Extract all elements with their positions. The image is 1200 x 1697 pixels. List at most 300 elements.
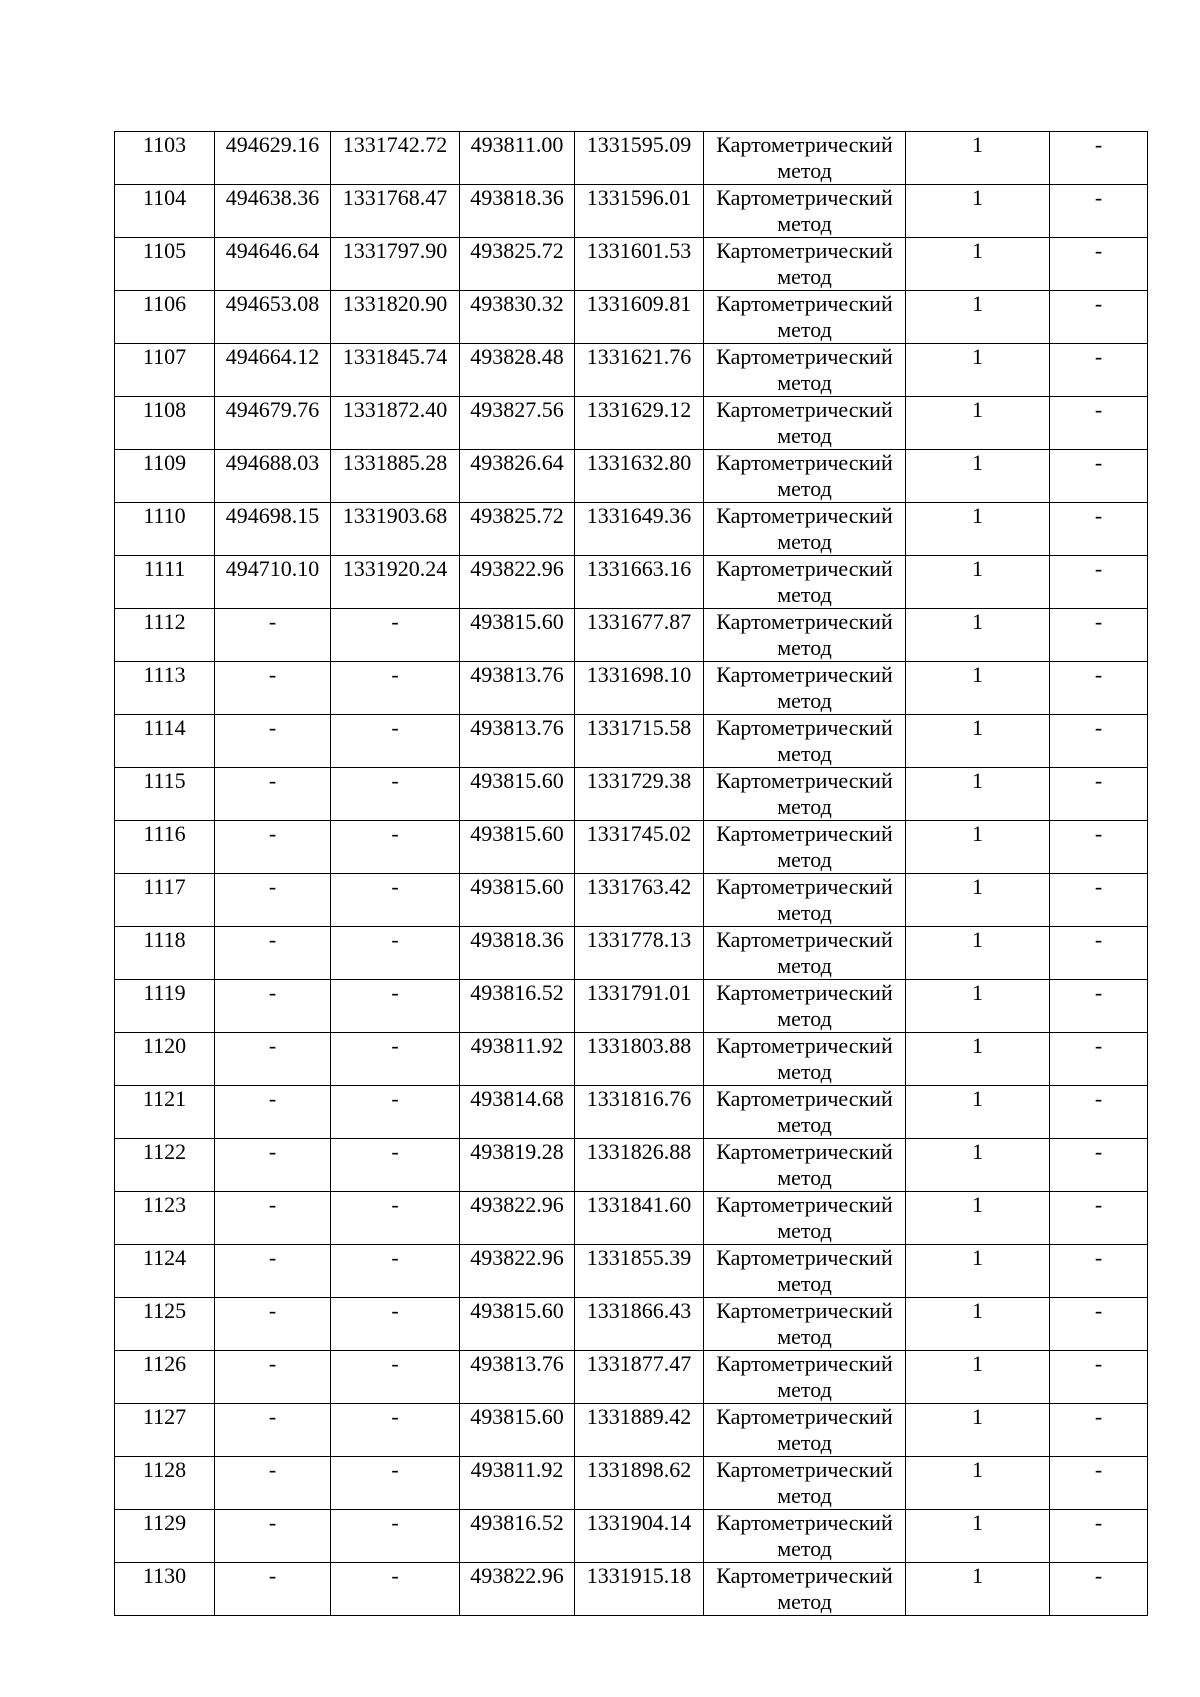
coordinates-table xyxy=(114,131,1148,1616)
old-y-cell: 1331920.24 xyxy=(331,556,460,609)
new-x-cell: 493822.96 xyxy=(460,1192,575,1245)
point-number-cell: 1120 xyxy=(115,1033,215,1086)
old-y-cell: - xyxy=(331,1457,460,1510)
note-cell: - xyxy=(1050,1563,1148,1616)
method-line-1: Картометрический xyxy=(716,1510,893,1535)
old-x-cell: - xyxy=(215,662,331,715)
method-cell xyxy=(704,662,906,715)
table-row xyxy=(115,1033,1148,1086)
method-line-2: метод xyxy=(777,1377,832,1402)
note-cell: - xyxy=(1050,1033,1148,1086)
accuracy-cell: 1 xyxy=(906,132,1050,185)
new-x-cell: 493815.60 xyxy=(460,768,575,821)
table-row xyxy=(115,344,1148,397)
method-cell xyxy=(704,291,906,344)
old-x-cell: - xyxy=(215,1563,331,1616)
note-cell: - xyxy=(1050,1457,1148,1510)
accuracy-cell: 1 xyxy=(906,344,1050,397)
note-cell: - xyxy=(1050,344,1148,397)
table-row xyxy=(115,1139,1148,1192)
old-x-cell: 494646.64 xyxy=(215,238,331,291)
new-x-cell: 493816.52 xyxy=(460,1510,575,1563)
note-cell: - xyxy=(1050,1510,1148,1563)
method-line-2: метод xyxy=(777,1430,832,1455)
point-number-cell: 1103 xyxy=(115,132,215,185)
method-line-2: метод xyxy=(777,476,832,501)
old-x-cell: 494664.12 xyxy=(215,344,331,397)
table-row xyxy=(115,980,1148,1033)
old-y-cell: 1331797.90 xyxy=(331,238,460,291)
method-line-2: метод xyxy=(777,423,832,448)
old-y-cell: 1331845.74 xyxy=(331,344,460,397)
accuracy-cell: 1 xyxy=(906,1457,1050,1510)
method-line-1: Картометрический xyxy=(716,238,893,263)
new-y-cell: 1331629.12 xyxy=(575,397,704,450)
point-number-cell: 1116 xyxy=(115,821,215,874)
method-line-1: Картометрический xyxy=(716,397,893,422)
method-line-1: Картометрический xyxy=(716,450,893,475)
new-x-cell: 493822.96 xyxy=(460,556,575,609)
method-line-2: метод xyxy=(777,1324,832,1349)
old-y-cell: - xyxy=(331,662,460,715)
old-y-cell: - xyxy=(331,1351,460,1404)
method-line-2: метод xyxy=(777,582,832,607)
method-line-1: Картометрический xyxy=(716,1139,893,1164)
method-line-1: Картометрический xyxy=(716,556,893,581)
accuracy-cell: 1 xyxy=(906,238,1050,291)
method-line-2: метод xyxy=(777,1271,832,1296)
accuracy-cell: 1 xyxy=(906,874,1050,927)
accuracy-cell: 1 xyxy=(906,609,1050,662)
old-x-cell: 494710.10 xyxy=(215,556,331,609)
new-y-cell: 1331609.81 xyxy=(575,291,704,344)
method-line-1: Картометрический xyxy=(716,1245,893,1270)
method-line-2: метод xyxy=(777,317,832,342)
note-cell: - xyxy=(1050,1298,1148,1351)
old-y-cell: - xyxy=(331,1510,460,1563)
old-y-cell: 1331742.72 xyxy=(331,132,460,185)
table-row xyxy=(115,1192,1148,1245)
table-row xyxy=(115,238,1148,291)
method-line-1: Картометрический xyxy=(716,1351,893,1376)
new-x-cell: 493818.36 xyxy=(460,927,575,980)
method-line-1: Картометрический xyxy=(716,609,893,634)
old-y-cell: 1331903.68 xyxy=(331,503,460,556)
new-x-cell: 493815.60 xyxy=(460,609,575,662)
method-line-2: метод xyxy=(777,370,832,395)
note-cell: - xyxy=(1050,874,1148,927)
method-line-1: Картометрический xyxy=(716,1033,893,1058)
point-number-cell: 1111 xyxy=(115,556,215,609)
point-number-cell: 1129 xyxy=(115,1510,215,1563)
accuracy-cell: 1 xyxy=(906,821,1050,874)
point-number-cell: 1112 xyxy=(115,609,215,662)
method-cell xyxy=(704,238,906,291)
method-line-1: Картометрический xyxy=(716,1298,893,1323)
old-y-cell: 1331820.90 xyxy=(331,291,460,344)
old-y-cell: - xyxy=(331,1563,460,1616)
table-row xyxy=(115,1086,1148,1139)
table-row xyxy=(115,556,1148,609)
new-y-cell: 1331826.88 xyxy=(575,1139,704,1192)
method-cell xyxy=(704,1563,906,1616)
table-row xyxy=(115,503,1148,556)
method-cell xyxy=(704,1245,906,1298)
old-x-cell: - xyxy=(215,1298,331,1351)
old-y-cell: - xyxy=(331,874,460,927)
method-line-2: метод xyxy=(777,953,832,978)
accuracy-cell: 1 xyxy=(906,1563,1050,1616)
accuracy-cell: 1 xyxy=(906,1404,1050,1457)
method-cell xyxy=(704,1086,906,1139)
point-number-cell: 1106 xyxy=(115,291,215,344)
old-x-cell: 494653.08 xyxy=(215,291,331,344)
point-number-cell: 1114 xyxy=(115,715,215,768)
table-body xyxy=(115,132,1148,1616)
old-x-cell: - xyxy=(215,1033,331,1086)
method-cell xyxy=(704,503,906,556)
old-x-cell: 494679.76 xyxy=(215,397,331,450)
table-row xyxy=(115,1510,1148,1563)
new-x-cell: 493822.96 xyxy=(460,1245,575,1298)
method-line-1: Картометрический xyxy=(716,1404,893,1429)
table-row xyxy=(115,1563,1148,1616)
old-x-cell: - xyxy=(215,1457,331,1510)
new-x-cell: 493813.76 xyxy=(460,1351,575,1404)
new-x-cell: 493827.56 xyxy=(460,397,575,450)
method-line-1: Картометрический xyxy=(716,768,893,793)
note-cell: - xyxy=(1050,980,1148,1033)
method-line-1: Картометрический xyxy=(716,821,893,846)
accuracy-cell: 1 xyxy=(906,1139,1050,1192)
note-cell: - xyxy=(1050,132,1148,185)
point-number-cell: 1119 xyxy=(115,980,215,1033)
method-line-2: метод xyxy=(777,794,832,819)
method-line-1: Картометрический xyxy=(716,344,893,369)
method-line-2: метод xyxy=(777,158,832,183)
new-y-cell: 1331915.18 xyxy=(575,1563,704,1616)
accuracy-cell: 1 xyxy=(906,715,1050,768)
method-line-1: Картометрический xyxy=(716,662,893,687)
note-cell: - xyxy=(1050,185,1148,238)
method-line-2: метод xyxy=(777,1112,832,1137)
table-row xyxy=(115,821,1148,874)
old-x-cell: - xyxy=(215,927,331,980)
method-cell xyxy=(704,397,906,450)
method-cell xyxy=(704,1192,906,1245)
method-line-1: Картометрический xyxy=(716,927,893,952)
table-row xyxy=(115,450,1148,503)
point-number-cell: 1107 xyxy=(115,344,215,397)
accuracy-cell: 1 xyxy=(906,1192,1050,1245)
point-number-cell: 1105 xyxy=(115,238,215,291)
point-number-cell: 1126 xyxy=(115,1351,215,1404)
table-row xyxy=(115,1298,1148,1351)
table-row xyxy=(115,1404,1148,1457)
old-y-cell: - xyxy=(331,1192,460,1245)
method-line-1: Картометрический xyxy=(716,1457,893,1482)
old-x-cell: - xyxy=(215,1245,331,1298)
method-line-1: Картометрический xyxy=(716,980,893,1005)
method-line-1: Картометрический xyxy=(716,185,893,210)
old-x-cell: - xyxy=(215,1086,331,1139)
new-y-cell: 1331632.80 xyxy=(575,450,704,503)
point-number-cell: 1127 xyxy=(115,1404,215,1457)
point-number-cell: 1110 xyxy=(115,503,215,556)
method-line-1: Картометрический xyxy=(716,132,893,157)
method-line-1: Картометрический xyxy=(716,874,893,899)
method-line-2: метод xyxy=(777,1165,832,1190)
new-y-cell: 1331729.38 xyxy=(575,768,704,821)
new-y-cell: 1331855.39 xyxy=(575,1245,704,1298)
note-cell: - xyxy=(1050,1245,1148,1298)
new-y-cell: 1331621.76 xyxy=(575,344,704,397)
new-x-cell: 493815.60 xyxy=(460,1404,575,1457)
old-y-cell: - xyxy=(331,1404,460,1457)
note-cell: - xyxy=(1050,397,1148,450)
note-cell: - xyxy=(1050,715,1148,768)
accuracy-cell: 1 xyxy=(906,927,1050,980)
method-cell xyxy=(704,715,906,768)
method-cell xyxy=(704,344,906,397)
note-cell: - xyxy=(1050,503,1148,556)
new-x-cell: 493813.76 xyxy=(460,662,575,715)
point-number-cell: 1128 xyxy=(115,1457,215,1510)
note-cell: - xyxy=(1050,556,1148,609)
method-cell xyxy=(704,980,906,1033)
method-cell xyxy=(704,556,906,609)
table-row xyxy=(115,132,1148,185)
new-x-cell: 493815.60 xyxy=(460,874,575,927)
table-row xyxy=(115,662,1148,715)
old-y-cell: - xyxy=(331,1298,460,1351)
note-cell: - xyxy=(1050,662,1148,715)
point-number-cell: 1124 xyxy=(115,1245,215,1298)
method-line-1: Картометрический xyxy=(716,1563,893,1588)
point-number-cell: 1104 xyxy=(115,185,215,238)
method-line-1: Картометрический xyxy=(716,1192,893,1217)
table-row xyxy=(115,874,1148,927)
method-cell xyxy=(704,874,906,927)
accuracy-cell: 1 xyxy=(906,1033,1050,1086)
old-x-cell: - xyxy=(215,768,331,821)
method-cell xyxy=(704,450,906,503)
method-line-2: метод xyxy=(777,1218,832,1243)
method-cell xyxy=(704,1404,906,1457)
new-y-cell: 1331889.42 xyxy=(575,1404,704,1457)
new-x-cell: 493815.60 xyxy=(460,1298,575,1351)
old-x-cell: 494688.03 xyxy=(215,450,331,503)
table-row xyxy=(115,927,1148,980)
accuracy-cell: 1 xyxy=(906,450,1050,503)
table-row xyxy=(115,1457,1148,1510)
old-x-cell: - xyxy=(215,821,331,874)
point-number-cell: 1113 xyxy=(115,662,215,715)
accuracy-cell: 1 xyxy=(906,1510,1050,1563)
new-x-cell: 493822.96 xyxy=(460,1563,575,1616)
point-number-cell: 1108 xyxy=(115,397,215,450)
method-line-1: Картометрический xyxy=(716,291,893,316)
accuracy-cell: 1 xyxy=(906,397,1050,450)
point-number-cell: 1109 xyxy=(115,450,215,503)
note-cell: - xyxy=(1050,768,1148,821)
table-row xyxy=(115,609,1148,662)
method-line-2: метод xyxy=(777,635,832,660)
note-cell: - xyxy=(1050,291,1148,344)
point-number-cell: 1121 xyxy=(115,1086,215,1139)
method-cell xyxy=(704,1033,906,1086)
point-number-cell: 1130 xyxy=(115,1563,215,1616)
new-x-cell: 493818.36 xyxy=(460,185,575,238)
note-cell: - xyxy=(1050,238,1148,291)
new-y-cell: 1331866.43 xyxy=(575,1298,704,1351)
method-line-2: метод xyxy=(777,1059,832,1084)
note-cell: - xyxy=(1050,927,1148,980)
new-y-cell: 1331698.10 xyxy=(575,662,704,715)
method-line-1: Картометрический xyxy=(716,503,893,528)
note-cell: - xyxy=(1050,1086,1148,1139)
new-y-cell: 1331816.76 xyxy=(575,1086,704,1139)
old-y-cell: - xyxy=(331,1245,460,1298)
new-y-cell: 1331649.36 xyxy=(575,503,704,556)
old-y-cell: - xyxy=(331,927,460,980)
new-x-cell: 493811.00 xyxy=(460,132,575,185)
point-number-cell: 1115 xyxy=(115,768,215,821)
new-x-cell: 493828.48 xyxy=(460,344,575,397)
new-y-cell: 1331595.09 xyxy=(575,132,704,185)
old-x-cell: - xyxy=(215,874,331,927)
accuracy-cell: 1 xyxy=(906,1298,1050,1351)
accuracy-cell: 1 xyxy=(906,185,1050,238)
old-y-cell: - xyxy=(331,609,460,662)
new-x-cell: 493819.28 xyxy=(460,1139,575,1192)
new-x-cell: 493830.32 xyxy=(460,291,575,344)
method-cell xyxy=(704,132,906,185)
point-number-cell: 1123 xyxy=(115,1192,215,1245)
old-y-cell: - xyxy=(331,1139,460,1192)
accuracy-cell: 1 xyxy=(906,291,1050,344)
new-x-cell: 493826.64 xyxy=(460,450,575,503)
accuracy-cell: 1 xyxy=(906,1086,1050,1139)
new-y-cell: 1331596.01 xyxy=(575,185,704,238)
method-line-2: метод xyxy=(777,1536,832,1561)
method-cell xyxy=(704,927,906,980)
method-line-2: метод xyxy=(777,847,832,872)
note-cell: - xyxy=(1050,1139,1148,1192)
method-line-1: Картометрический xyxy=(716,715,893,740)
new-x-cell: 493811.92 xyxy=(460,1033,575,1086)
method-line-2: метод xyxy=(777,741,832,766)
new-y-cell: 1331877.47 xyxy=(575,1351,704,1404)
method-cell xyxy=(704,609,906,662)
note-cell: - xyxy=(1050,821,1148,874)
method-line-2: метод xyxy=(777,529,832,554)
old-x-cell: - xyxy=(215,1139,331,1192)
point-number-cell: 1122 xyxy=(115,1139,215,1192)
new-y-cell: 1331677.87 xyxy=(575,609,704,662)
old-x-cell: 494629.16 xyxy=(215,132,331,185)
note-cell: - xyxy=(1050,1351,1148,1404)
method-line-2: метод xyxy=(777,1589,832,1614)
new-x-cell: 493811.92 xyxy=(460,1457,575,1510)
new-y-cell: 1331745.02 xyxy=(575,821,704,874)
note-cell: - xyxy=(1050,1404,1148,1457)
accuracy-cell: 1 xyxy=(906,503,1050,556)
new-y-cell: 1331841.60 xyxy=(575,1192,704,1245)
table-row xyxy=(115,291,1148,344)
accuracy-cell: 1 xyxy=(906,662,1050,715)
old-x-cell: - xyxy=(215,980,331,1033)
new-y-cell: 1331715.58 xyxy=(575,715,704,768)
accuracy-cell: 1 xyxy=(906,980,1050,1033)
method-cell xyxy=(704,768,906,821)
accuracy-cell: 1 xyxy=(906,556,1050,609)
accuracy-cell: 1 xyxy=(906,768,1050,821)
old-x-cell: - xyxy=(215,609,331,662)
old-y-cell: - xyxy=(331,1086,460,1139)
new-x-cell: 493825.72 xyxy=(460,238,575,291)
method-line-2: метод xyxy=(777,264,832,289)
note-cell: - xyxy=(1050,450,1148,503)
method-cell xyxy=(704,1351,906,1404)
note-cell: - xyxy=(1050,1192,1148,1245)
old-x-cell: - xyxy=(215,1192,331,1245)
old-y-cell: - xyxy=(331,768,460,821)
point-number-cell: 1125 xyxy=(115,1298,215,1351)
old-y-cell: 1331768.47 xyxy=(331,185,460,238)
old-y-cell: - xyxy=(331,821,460,874)
method-cell xyxy=(704,1457,906,1510)
table-row xyxy=(115,715,1148,768)
method-line-1: Картометрический xyxy=(716,1086,893,1111)
old-y-cell: - xyxy=(331,715,460,768)
method-cell xyxy=(704,821,906,874)
table-row xyxy=(115,185,1148,238)
new-y-cell: 1331898.62 xyxy=(575,1457,704,1510)
method-cell xyxy=(704,1139,906,1192)
accuracy-cell: 1 xyxy=(906,1245,1050,1298)
old-y-cell: 1331885.28 xyxy=(331,450,460,503)
new-y-cell: 1331663.16 xyxy=(575,556,704,609)
new-y-cell: 1331763.42 xyxy=(575,874,704,927)
old-x-cell: 494698.15 xyxy=(215,503,331,556)
method-line-2: метод xyxy=(777,900,832,925)
method-cell xyxy=(704,1510,906,1563)
new-y-cell: 1331791.01 xyxy=(575,980,704,1033)
table-row xyxy=(115,1245,1148,1298)
old-x-cell: - xyxy=(215,1404,331,1457)
old-y-cell: 1331872.40 xyxy=(331,397,460,450)
table-row xyxy=(115,768,1148,821)
old-x-cell: - xyxy=(215,1510,331,1563)
note-cell: - xyxy=(1050,609,1148,662)
method-line-2: метод xyxy=(777,688,832,713)
old-y-cell: - xyxy=(331,980,460,1033)
method-line-2: метод xyxy=(777,211,832,236)
new-x-cell: 493813.76 xyxy=(460,715,575,768)
new-y-cell: 1331803.88 xyxy=(575,1033,704,1086)
new-y-cell: 1331904.14 xyxy=(575,1510,704,1563)
method-line-2: метод xyxy=(777,1006,832,1031)
new-x-cell: 493815.60 xyxy=(460,821,575,874)
point-number-cell: 1118 xyxy=(115,927,215,980)
point-number-cell: 1117 xyxy=(115,874,215,927)
method-cell xyxy=(704,1298,906,1351)
method-line-2: метод xyxy=(777,1483,832,1508)
old-x-cell: - xyxy=(215,715,331,768)
table-row xyxy=(115,397,1148,450)
old-x-cell: 494638.36 xyxy=(215,185,331,238)
